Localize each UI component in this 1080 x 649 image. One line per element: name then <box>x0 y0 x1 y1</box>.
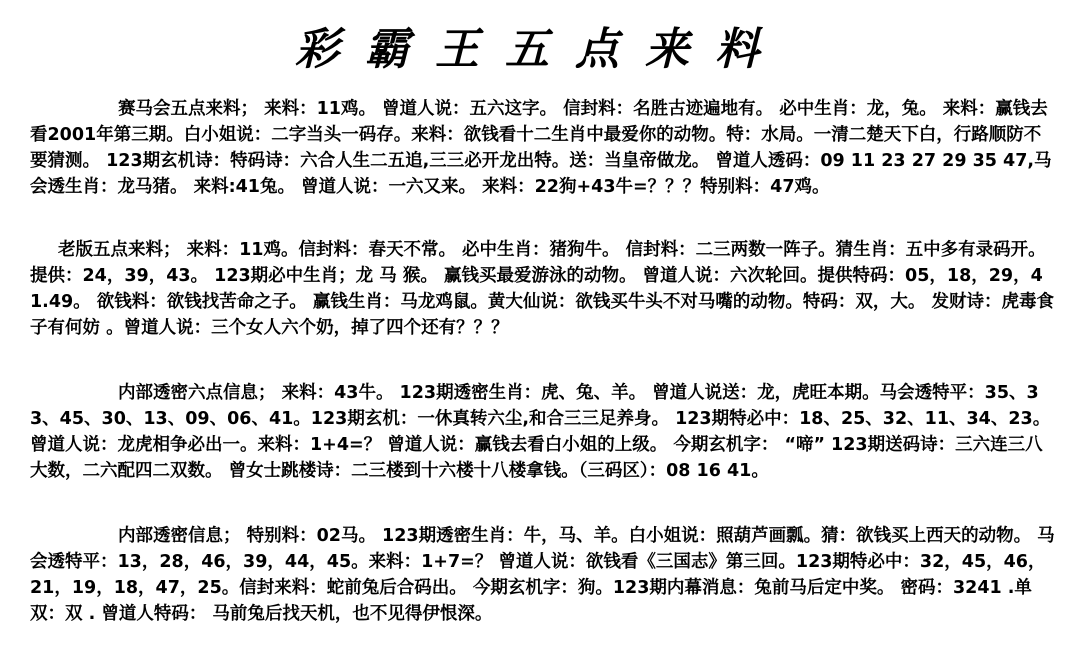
page-title: 彩霸王五点来料 <box>295 24 785 75</box>
paragraph-neibu-xinxi: 内部透密信息； 特别料：02马。 123期透密生肖：牛，马、羊。白小姐说：照葫芦画瓢。猜：欲钱买上西天的动物。 马会透特平：13，28，46，39，44，45。来料：1+7=？ 曾道人说：欲钱看《三国志》第三回。123期特必中：32，45，46，21，19，18，47，25。信封来料：蛇前兔后合码出。 今期玄机字：狗。123期内幕消息：兔前马后定中奖。 密码：3241 .单双：双 . 曾道人特码： 马前兔后找天机，也不见得伊恨深。 <box>30 526 1055 624</box>
paragraph-laoban: 老版五点来料； 来料：11鸡。信封料：春天不常。 必中生肖：猪狗牛。 信封料：二三两数一阵子。猜生肖：五中多有录码开。 提供：24，39，43。 123期必中生肖；龙 马 猴。 赢钱买最爱游泳的动物。 曾道人说：六次轮回。提供特码：05，18，29，41.49。 欲钱料：欲钱找苦命之子。 赢钱生肖：马龙鸡鼠。黄大仙说：欲钱买牛头不对马嘴的动物。特码：双，大。 发财诗：虎毒食子有何妨 。曾道人说：三个女人六个奶，掉了四个还有？？？ <box>30 240 1054 338</box>
paragraph-neibu-liudian: 内部透密六点信息； 来料：43牛。 123期透密生肖：虎、兔、羊。 曾道人说送：龙，虎旺本期。马会透特平：35、33、45、30、13、09、06、41。123期玄机：一休真转六尘,和合三三足养身。 123期特必中：18、25、32、11、34、23。 曾道人说：龙虎相争必出一。来料：1+4=？ 曾道人说：赢钱去看白小姐的上级。 今期玄机字： “啼” 123期送码诗：三六连三八大数，二六配四二双数。 曾女士跳楼诗：二三楼到十六楼十八楼拿钱。（三码区）：08 16 41。 <box>30 383 1051 481</box>
paragraph-saimahui: 赛马会五点来料； 来料：11鸡。 曾道人说：五六这字。 信封料：名胜古迹遍地有。 必中生肖：龙，兔。 来料：赢钱去看2001年第三期。白小姐说：二字当头一码存。来料：欲钱看十二生肖中最爱你的动物。特：水局。一清二楚天下白，行路顺防不要猜测。 123期玄机诗：特码诗：六合人生二五追,三三必开龙出特。送：当皇帝做龙。 曾道人透码：09 11 23 27 29 35 47,马会透生肖：龙马猪。 来料:41兔。 曾道人说：一六又来。 来料：22狗+43牛=？？？特别料：47鸡。 <box>30 99 1052 197</box>
